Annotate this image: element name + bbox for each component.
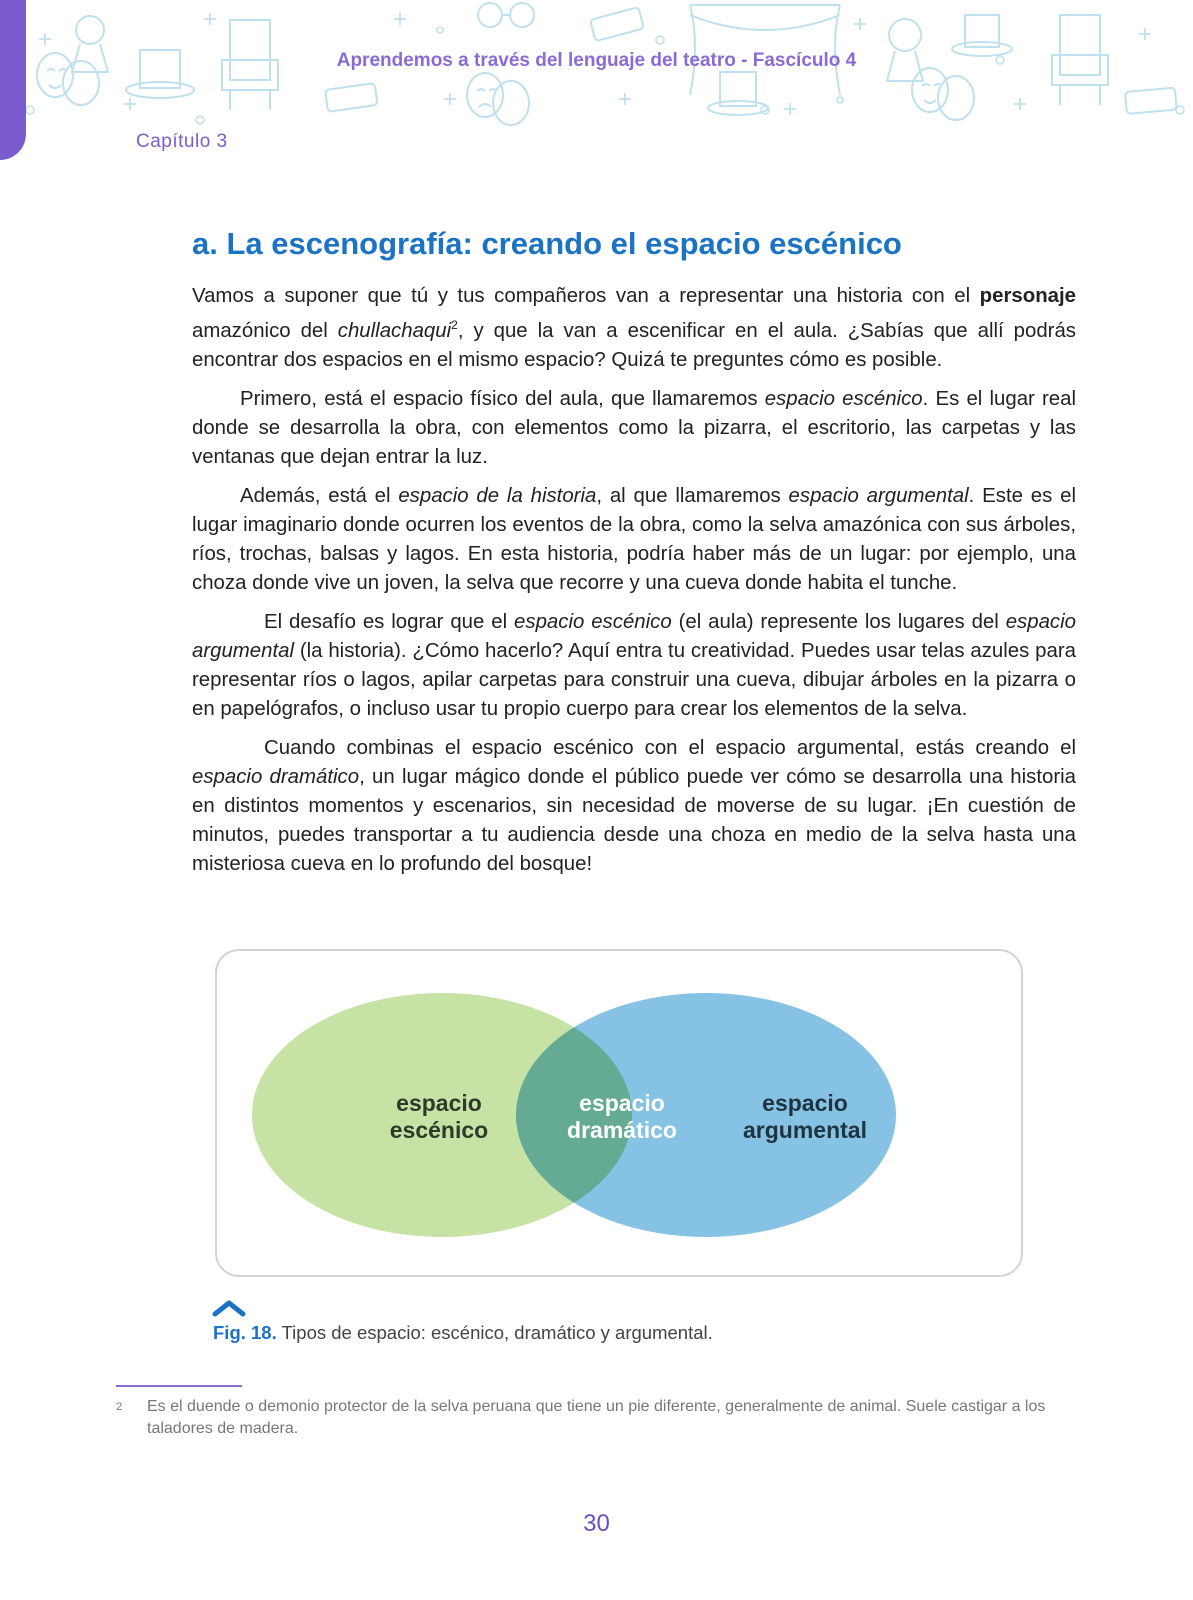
theater-masks-icon — [467, 73, 529, 125]
text-run: (el aula) represente los lugares del — [671, 610, 1006, 633]
body-text — [192, 282, 1076, 889]
footnote-divider — [116, 1385, 242, 1387]
text-run: . Este es el lugar imaginario donde ocurren los eventos de la obra, como la selva amazónica con sus árboles, ríos, trochas, balsas y lagos. En esta historia, podría haber más de un lugar: por ejemplo, una choza donde vive un joven, la selva que recorre y una cueva donde habita el tunche. — [192, 484, 1076, 594]
italic-term: espacio de la historia — [398, 484, 597, 507]
chapter-side-tab — [0, 0, 26, 160]
label-argumental-2: argumental — [743, 1117, 867, 1143]
label-dramatico-2: dramático — [567, 1117, 677, 1143]
text-run: Vamos a suponer que tú y tus compañeros van a representar una historia con el — [192, 285, 980, 307]
text-run: , al que llamaremos — [596, 484, 789, 507]
section-title: a. La escenografía: creando el espacio escénico — [192, 226, 902, 261]
italic-term: espacio escénico — [514, 610, 672, 633]
figure-frame — [215, 949, 1023, 1277]
figure-caption — [213, 1322, 713, 1344]
label-argumental-1: espacio — [762, 1090, 848, 1116]
page-number: 30 — [583, 1510, 610, 1537]
text-run: . Es el lugar real donde se desarrolla la obra, con elementos como la pizarra, el escritorio, las carpetas y las ventanas que dejan entrar la luz. — [192, 387, 1076, 468]
footnote-mark: 2 — [116, 1401, 123, 1413]
figure-number: Fig. 18. — [213, 1322, 277, 1343]
footnote-ref[interactable]: 2 — [451, 318, 458, 332]
text-run: , un lugar mágico donde el público puede ver cómo se desarrolla una historia en distintos momentos y escenarios, sin necesidad de moverse de su lugar. ¡En cuestión de minutos, puedes transportar a tu audiencia desde una choza en medio de la selva hasta una misteriosa cueva en lo profundo del bosque! — [192, 765, 1076, 875]
bold-term: personaje — [979, 285, 1076, 307]
paragraph-4 — [192, 608, 1076, 724]
ticket-icon — [325, 83, 378, 112]
paragraph-2 — [192, 385, 1076, 472]
text-run: El desafío es lograr que el — [264, 610, 515, 633]
label-dramatico-1: espacio — [579, 1090, 665, 1116]
paragraph-1 — [192, 282, 1076, 375]
paragraph-3 — [192, 482, 1076, 598]
binoculars-icon — [478, 3, 534, 27]
ticket-icon — [590, 7, 644, 41]
text-run: amazónico del — [192, 319, 338, 342]
caption-text: Tipos de espacio: escénico, dramático y argumental. — [276, 1322, 713, 1343]
venn-diagram — [217, 951, 1021, 1275]
text-run: (la historia). ¿Cómo hacerlo? Aquí entra tu creatividad. Puedes usar telas azules para representar ríos o lagos, apilar carpetas para construir una cueva, dibujar árboles en la pizarra o en papelógrafos, o incluso usar tu propio cuerpo para crear los elementos de la selva. — [192, 639, 1076, 720]
series-title: Aprendemos a través del lenguaje del teatro - Fascículo 4 — [336, 50, 857, 71]
paragraph-5 — [192, 734, 1076, 879]
italic-term: espacio escénico — [764, 387, 923, 410]
text-run: , y que la van a escenificar en el aula. ¿Sabías que allí podrás encontrar dos espacios en el mismo espacio? Quizá te preguntes cómo es posible. — [192, 319, 1076, 371]
text-run: Cuando combinas el espacio escénico con el espacio argumental, estás creando el — [264, 736, 1076, 759]
label-escenico-2: escénico — [389, 1117, 489, 1143]
label-escenico-1: espacio — [396, 1090, 482, 1116]
text-run: Además, está el — [240, 484, 399, 507]
caption-chevron-up-icon — [212, 1299, 246, 1317]
italic-term: espacio argumental — [192, 610, 1076, 662]
italic-term: espacio argumental — [788, 484, 969, 507]
ticket-icon — [1125, 88, 1177, 114]
top-hat-icon — [708, 72, 768, 115]
italic-term: espacio dramático — [192, 765, 360, 788]
italic-term: chullachaqui — [337, 319, 452, 342]
text-run: Primero, está el espacio físico del aula, que llamaremos — [240, 387, 765, 410]
footnote-text: Es el duende o demonio protector de la selva peruana que tiene un pie diferente, generalmente de animal. Suele castigar a los taladores de madera. — [147, 1398, 1046, 1437]
chapter-label: Capítulo 3 — [136, 131, 228, 152]
